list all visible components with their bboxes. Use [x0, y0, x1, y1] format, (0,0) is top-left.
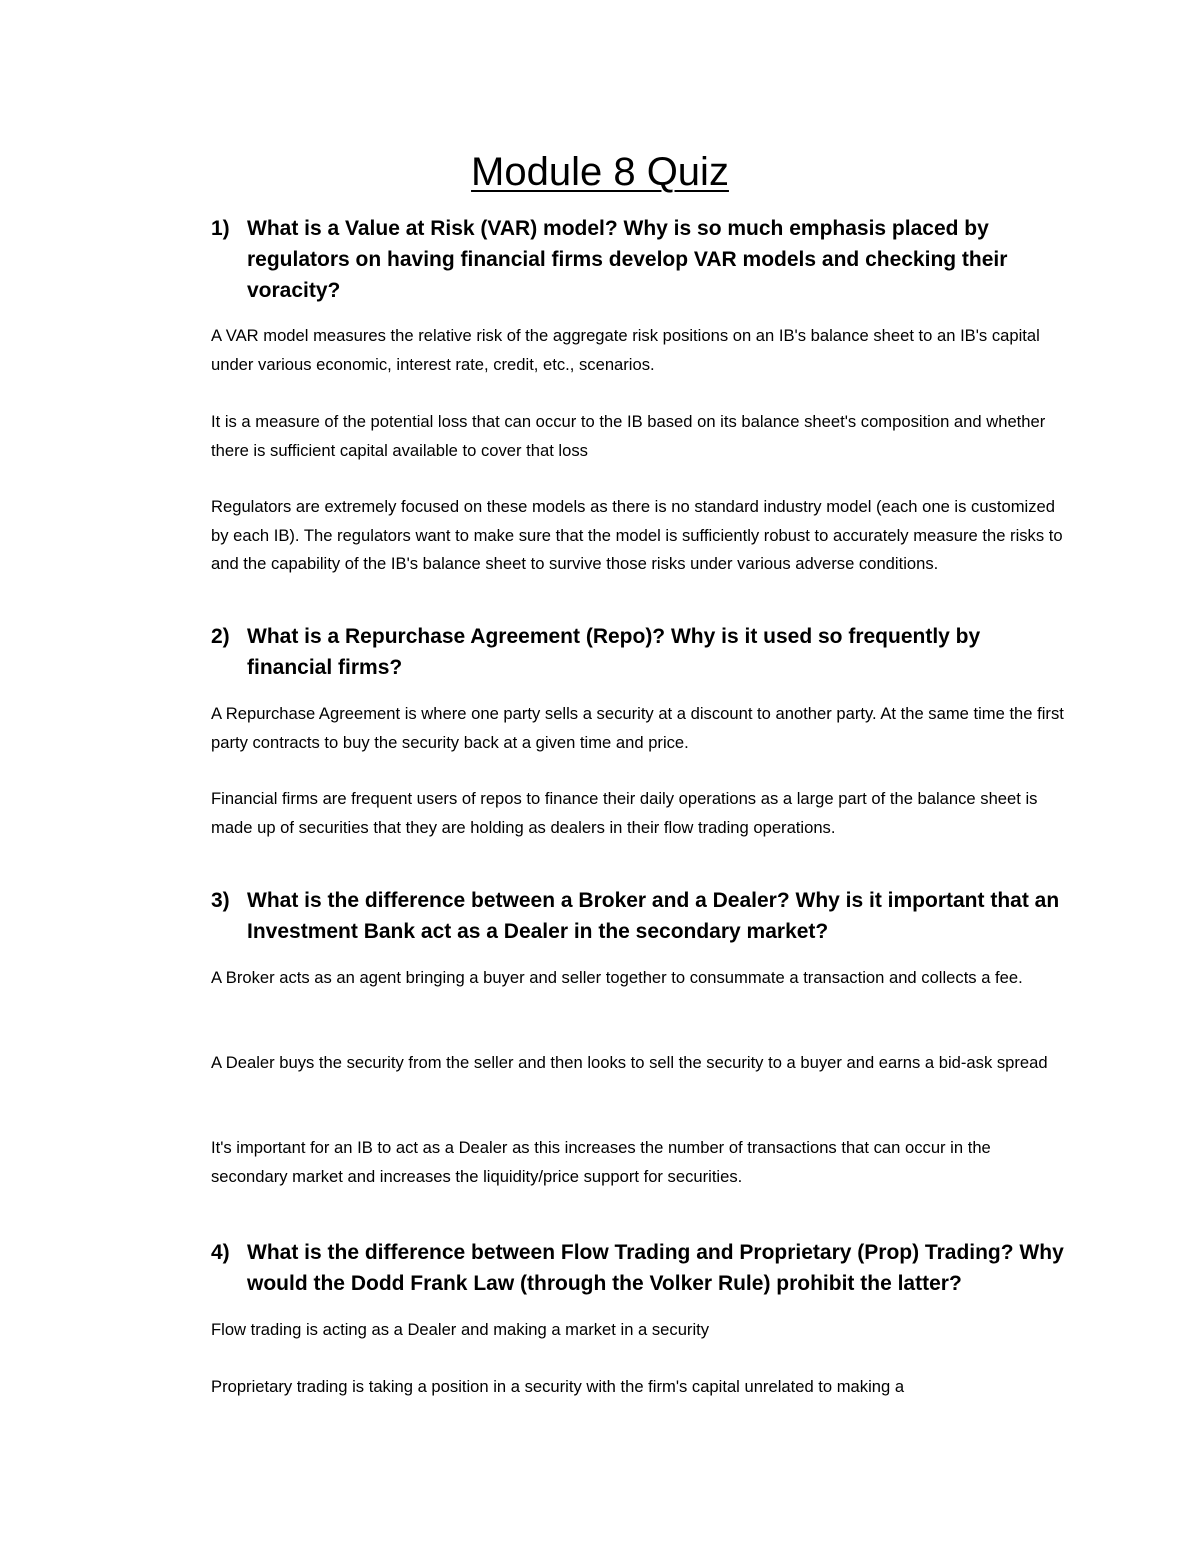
- answer-paragraph: A Repurchase Agreement is where one party sells a security at a discount to another party. At the same time the first party contracts to buy the security back at a given time and price.: [211, 704, 1064, 752]
- answer-paragraph: A VAR model measures the relative risk of the aggregate risk positions on an IB's balance sheet to an IB's capital under various economic, interest rate, credit, etc., scenarios.: [211, 326, 1040, 374]
- question-number: 4): [211, 1241, 230, 1264]
- answer-paragraph: A Broker acts as an agent bringing a buyer and seller together to consummate a transaction and collects a fee.: [211, 968, 1023, 987]
- question-1: [211, 213, 1071, 306]
- question-3: [211, 885, 1071, 947]
- answer-paragraph: Financial firms are frequent users of repos to finance their daily operations as a large part of the balance sheet is made up of securities that they are holding as dealers in their flow trading operations.: [211, 789, 1038, 837]
- answer-paragraph: Proprietary trading is taking a position in a security with the firm's capital unrelated to making a: [211, 1377, 905, 1396]
- page-title: Module 8 Quiz: [471, 150, 729, 194]
- answer-paragraph: Regulators are extremely focused on these models as there is no standard industry model (each one is customized by each IB). The regulators want to make sure that the model is sufficiently robust to accurately measure the risks to and the capability of the IB's balance sheet to survive those risks under various adverse conditions.: [211, 497, 1063, 573]
- question-text: What is the difference between a Broker and a Dealer? Why is it important that an Investment Bank act as a Dealer in the secondary market?: [247, 889, 1060, 943]
- question-text: What is a Repurchase Agreement (Repo)? Why is it used so frequently by financial firms?: [247, 625, 981, 679]
- question-text: What is the difference between Flow Trading and Proprietary (Prop) Trading? Why would the Dodd Frank Law (through the Volker Rule) prohibit the latter?: [247, 1241, 1064, 1295]
- answer-paragraph: It is a measure of the potential loss that can occur to the IB based on its balance sheet's composition and whether there is sufficient capital available to cover that loss: [211, 412, 1046, 460]
- question-number: 3): [211, 889, 230, 912]
- answer-paragraph: It's important for an IB to act as a Dealer as this increases the number of transactions that can occur in the secondary market and increases the liquidity/price support for securities.: [211, 1138, 991, 1186]
- question-number: 2): [211, 625, 230, 648]
- question-4: [211, 1237, 1071, 1299]
- answer-paragraph: Flow trading is acting as a Dealer and making a market in a security: [211, 1320, 710, 1339]
- question-number: 1): [211, 217, 230, 240]
- answer-paragraph: A Dealer buys the security from the seller and then looks to sell the security to a buyer and earns a bid-ask spread: [211, 1053, 1048, 1072]
- question-2: [211, 621, 1071, 683]
- question-text: What is a Value at Risk (VAR) model? Why is so much emphasis placed by regulators on having financial firms develop VAR models and checking their voracity?: [247, 217, 1008, 302]
